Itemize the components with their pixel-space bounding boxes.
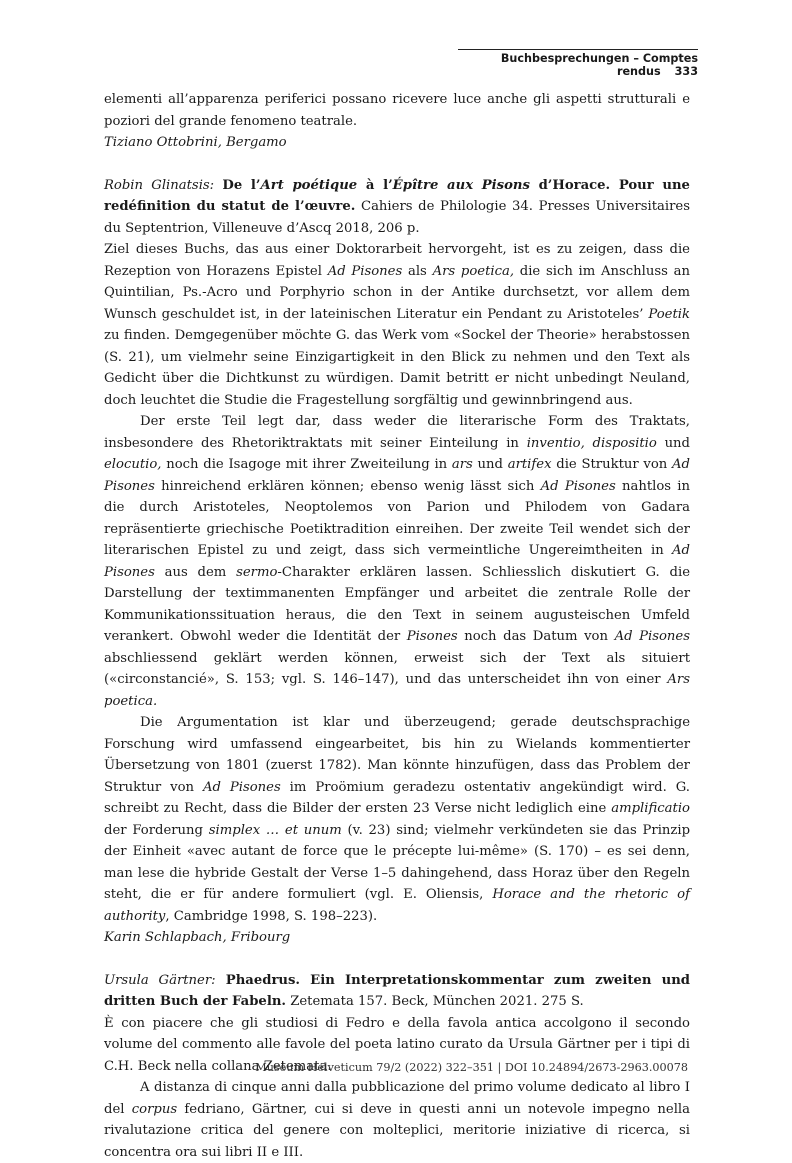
review-reference (104, 970, 690, 1013)
review-publication: Zetemata 157. Beck, München 2021. 275 S. (286, 994, 584, 1009)
review-paragraph: È con piacere che gli studiosi di Fedro e della favola antica accolgono il secondo volume del commento alle favole del poeta latino curato da Ursula Gärtner per i tipi di C.H. Beck nella collana Zetemata. (104, 1013, 690, 1078)
footer-citation: Museum Helveticum 79/2 (2022) 322–351 | DOI 10.24894/2673-2963.00078 (255, 1061, 688, 1074)
review-author: Robin Glinatsis: (104, 178, 214, 193)
review-signature: Karin Schlapbach, Fribourg (104, 927, 690, 949)
section-title: Buchbesprechungen – Comptes rendus (501, 52, 698, 78)
review-paragraph: A distanza di cinque anni dalla pubblicazione del primo volume dedicato al libro I del corpus fedriano, Gärtner, cui si deve in questi anni un notevole impegno nella rivalutazione critica del genere con molteplici, meritorie iniziative di ricerca, si concentra ora sui libri II e III. (104, 1077, 690, 1163)
prev-review-signature: Tiziano Ottobrini, Bergamo (104, 132, 690, 154)
review-paragraph: Die Argumentation ist klar und überzeugend; gerade deutschsprachige Forschung wird umfassend eingearbeitet, bis hin zu Wielands kommentierter Übersetzung von 1801 (zuerst 1782). Man könnte hinzufügen, dass das Problem der Struktur von Ad Pisones im Proömium geradezu ostentativ angekündigt wird. G. schreibt zu Recht, dass die Bilder der ersten 23 Verse nicht lediglich eine amplificatio der Forderung simplex … et unum (v. 23) sind; vielmehr verkündeten sie das Prinzip der Einheit «avec autant de force que le précepte lui-même» (S. 170) – es sei denn, man lese die hybride Gestalt der Verse 1–5 dahingehend, dass Horaz über den Regeln steht, die er für andere formuliert (vgl. E. Oliensis, Horace and the rhetoric of authority, Cambridge 1998, S. 198–223). (104, 712, 690, 927)
review-paragraph: Ziel dieses Buchs, das aus einer Doktorarbeit hervorgeht, ist es zu zeigen, dass die Rezeption von Horazens Epistel Ad Pisones als Ars poetica, die sich im Anschluss an Quintilian, Ps.-Acro und Porphyrio schon in der Antike durchsetzt, vor allem dem Wunsch geschuldet ist, in der lateinischen Literatur ein Pendant zu Aristoteles’ Poetik zu finden. Demgegenüber möchte G. das Werk vom «Sockel der Theorie» herabstossen (S. 21), um vielmehr seine Einzigartigkeit in den Blick zu nehmen und den Text als Gedicht über die Dichtkunst zu würdigen. Damit betritt er nicht unbedingt Neuland, doch leuchtet die Studie die Fragestellung sorgfältig und gewinnbringend aus. (104, 239, 690, 411)
review-paragraph: Der erste Teil legt dar, dass weder die literarische Form des Traktats, insbesondere des Rhetoriktraktats mit seiner Einteilung in inventio, dispositio und elocutio, noch die Isagoge mit ihrer Zweiteilung in ars und artifex die Struktur von Ad Pisones hinreichend erklären können; ebenso wenig lässt sich Ad Pisones nahtlos in die durch Aristoteles, Neoptolemos von Parion und Philodem von Gadara repräsentierte griechische Poetiktradition einreihen. Der zweite Teil wendet sich der literarischen Epistel zu und zeigt, dass sich vermeintliche Ungereimtheiten in Ad Pisones aus dem sermo-Charakter erklären lassen. Schliesslich diskutiert G. die Darstellung der textimmanenten Empfänger und arbeitet die zentrale Rolle der Kommunikationssituation heraus, die den Text in seinem augusteischen Umfeld verankert. Obwohl weder die Identität der Pisones noch das Datum von Ad Pisones abschliessend geklärt werden können, erweist sich der Text als situiert («circonstancié», S. 153; vgl. S. 146–147), und das unterscheidet ihn von einer Ars poetica. (104, 411, 690, 712)
running-head (458, 49, 698, 78)
review-title: De l’Art poétique à l’Épître aux Pisons d’Horace. Pour une redéfinition du statut de l’œuvre. (104, 178, 690, 215)
review-reference (104, 175, 690, 240)
page-number: 333 (675, 65, 698, 78)
review-title: Phaedrus. Ein Interpretationskommentar zum zweiten und dritten Buch der Fabeln. (104, 973, 690, 1010)
prev-review-text: elementi all’apparenza periferici possano ricevere luce anche gli aspetti strutturali e poziori del grande fenomeno teatrale. (104, 89, 690, 132)
review-author: Ursula Gärtner: (104, 973, 216, 988)
review-glinatsis (104, 175, 690, 949)
article-body (104, 89, 690, 1163)
review-publication: Cahiers de Philologie 34. Presses Universitaires du Septentrion, Villeneuve d’Ascq 2018, 206 p. (104, 199, 690, 236)
